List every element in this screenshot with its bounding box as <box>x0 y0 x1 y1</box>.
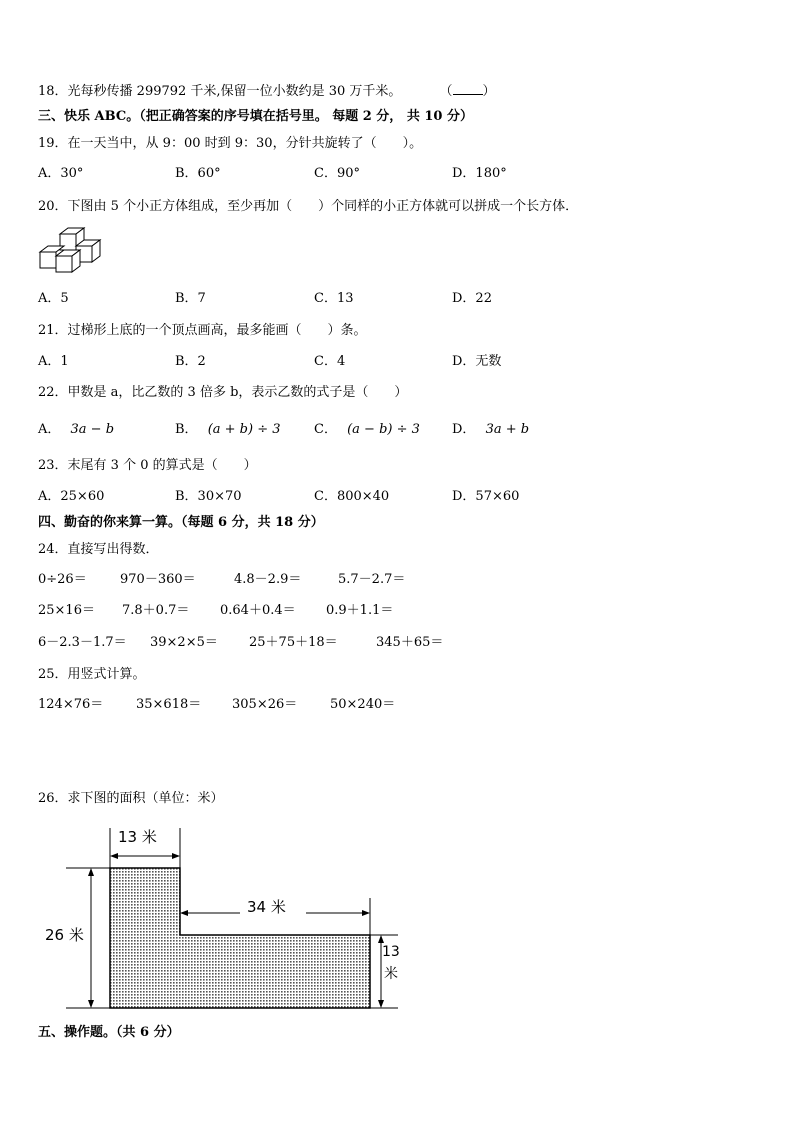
vertical-calc-item: 124×76＝ <box>38 697 104 712</box>
label-bottom-width: 34 米 <box>247 898 286 916</box>
vertical-calc-item: 35×618＝ <box>136 697 202 712</box>
question-19-stem: 19．在一天当中，从 9：00 时到 9：30，分针共旋转了（ ）。 <box>38 136 423 151</box>
question-20-stem: 20．下图由 5 个小正方体组成，至少再加（ ）个同样的小正方体就可以拼成一个长方体． <box>38 199 579 214</box>
calc-item: 345＋65＝ <box>376 635 444 650</box>
q23-option-d[interactable]: D．57×60 <box>452 489 520 504</box>
section-5-heading: 五、操作题。（共 6 分） <box>38 1025 180 1040</box>
question-18-text: 18．光每秒传播 299792 千米,保留一位小数约是 30 万千米。 <box>38 84 402 99</box>
q20-option-a[interactable]: A．5 <box>38 291 69 306</box>
q20-option-b[interactable]: B．7 <box>175 291 206 306</box>
q22-option-b[interactable]: B． (a + b) ÷ 3 <box>175 422 281 437</box>
q19-option-a[interactable]: A．30° <box>38 166 84 181</box>
calc-item: 25＋75＋18＝ <box>249 635 338 650</box>
calc-item: 0.9＋1.1＝ <box>326 603 394 618</box>
question-21-stem: 21．过梯形上底的一个顶点画高，最多能画（ ）条。 <box>38 323 367 338</box>
cubes-figure <box>38 226 102 276</box>
q22-option-d[interactable]: D． 3a + b <box>452 422 530 437</box>
q21-option-a[interactable]: A．1 <box>38 354 69 369</box>
section-4-heading: 四、勤奋的你来算一算。（每题 6 分，共 18 分） <box>38 515 324 530</box>
q23-option-b[interactable]: B．30×70 <box>175 489 242 504</box>
calc-item: 4.8－2.9＝ <box>234 572 302 587</box>
question-26-stem: 26．求下图的面积（单位：米） <box>38 791 224 806</box>
question-22-stem: 22．甲数是 a，比乙数的 3 倍多 b，表示乙数的式子是（ ） <box>38 385 408 400</box>
calc-item: 5.7－2.7＝ <box>338 572 406 587</box>
calc-item: 25×16＝ <box>38 603 95 618</box>
q23-option-a[interactable]: A．25×60 <box>38 489 105 504</box>
q19-option-b[interactable]: B．60° <box>175 166 221 181</box>
l-shape <box>110 868 370 1008</box>
vertical-calc-item: 305×26＝ <box>232 697 298 712</box>
question-18 <box>38 82 496 101</box>
question-24-stem: 24．直接写出得数． <box>38 542 159 557</box>
q19-option-c[interactable]: C．90° <box>314 166 360 181</box>
question-25-stem: 25．用竖式计算。 <box>38 667 146 682</box>
q21-option-c[interactable]: C．4 <box>314 354 346 369</box>
question-23-stem: 23．末尾有 3 个 0 的算式是（ ） <box>38 458 257 473</box>
q19-option-d[interactable]: D．180° <box>452 166 507 181</box>
q20-option-c[interactable]: C．13 <box>314 291 354 306</box>
calc-item: 39×2×5＝ <box>150 635 218 650</box>
calc-item: 6－2.3－1.7＝ <box>38 635 127 650</box>
q22-option-a[interactable]: A． 3a − b <box>38 422 115 437</box>
section-3-heading: 三、快乐 ABC。（把正确答案的序号填在括号里。 每题 2 分， 共 10 分） <box>38 109 473 124</box>
q20-option-d[interactable]: D．22 <box>452 291 492 306</box>
calc-item: 0.64＋0.4＝ <box>220 603 296 618</box>
l-shape-figure <box>38 820 408 1020</box>
label-right-height-unit: 米 <box>384 966 398 982</box>
q21-option-d[interactable]: D．无数 <box>452 354 502 369</box>
q21-option-b[interactable]: B．2 <box>175 354 206 369</box>
vertical-calc-item: 50×240＝ <box>330 697 396 712</box>
label-right-height-number: 13 <box>382 944 400 960</box>
calc-item: 970－360＝ <box>120 572 196 587</box>
q22-option-c[interactable]: C． (a − b) ÷ 3 <box>314 422 420 437</box>
label-left-height: 26 米 <box>45 926 84 944</box>
answer-blank[interactable] <box>453 82 483 95</box>
label-top-width: 13 米 <box>118 828 157 846</box>
answer-paren: （ ） <box>439 84 496 99</box>
calc-item: 0÷26＝ <box>38 572 87 587</box>
q23-option-c[interactable]: C．800×40 <box>314 489 390 504</box>
calc-item: 7.8＋0.7＝ <box>122 603 190 618</box>
